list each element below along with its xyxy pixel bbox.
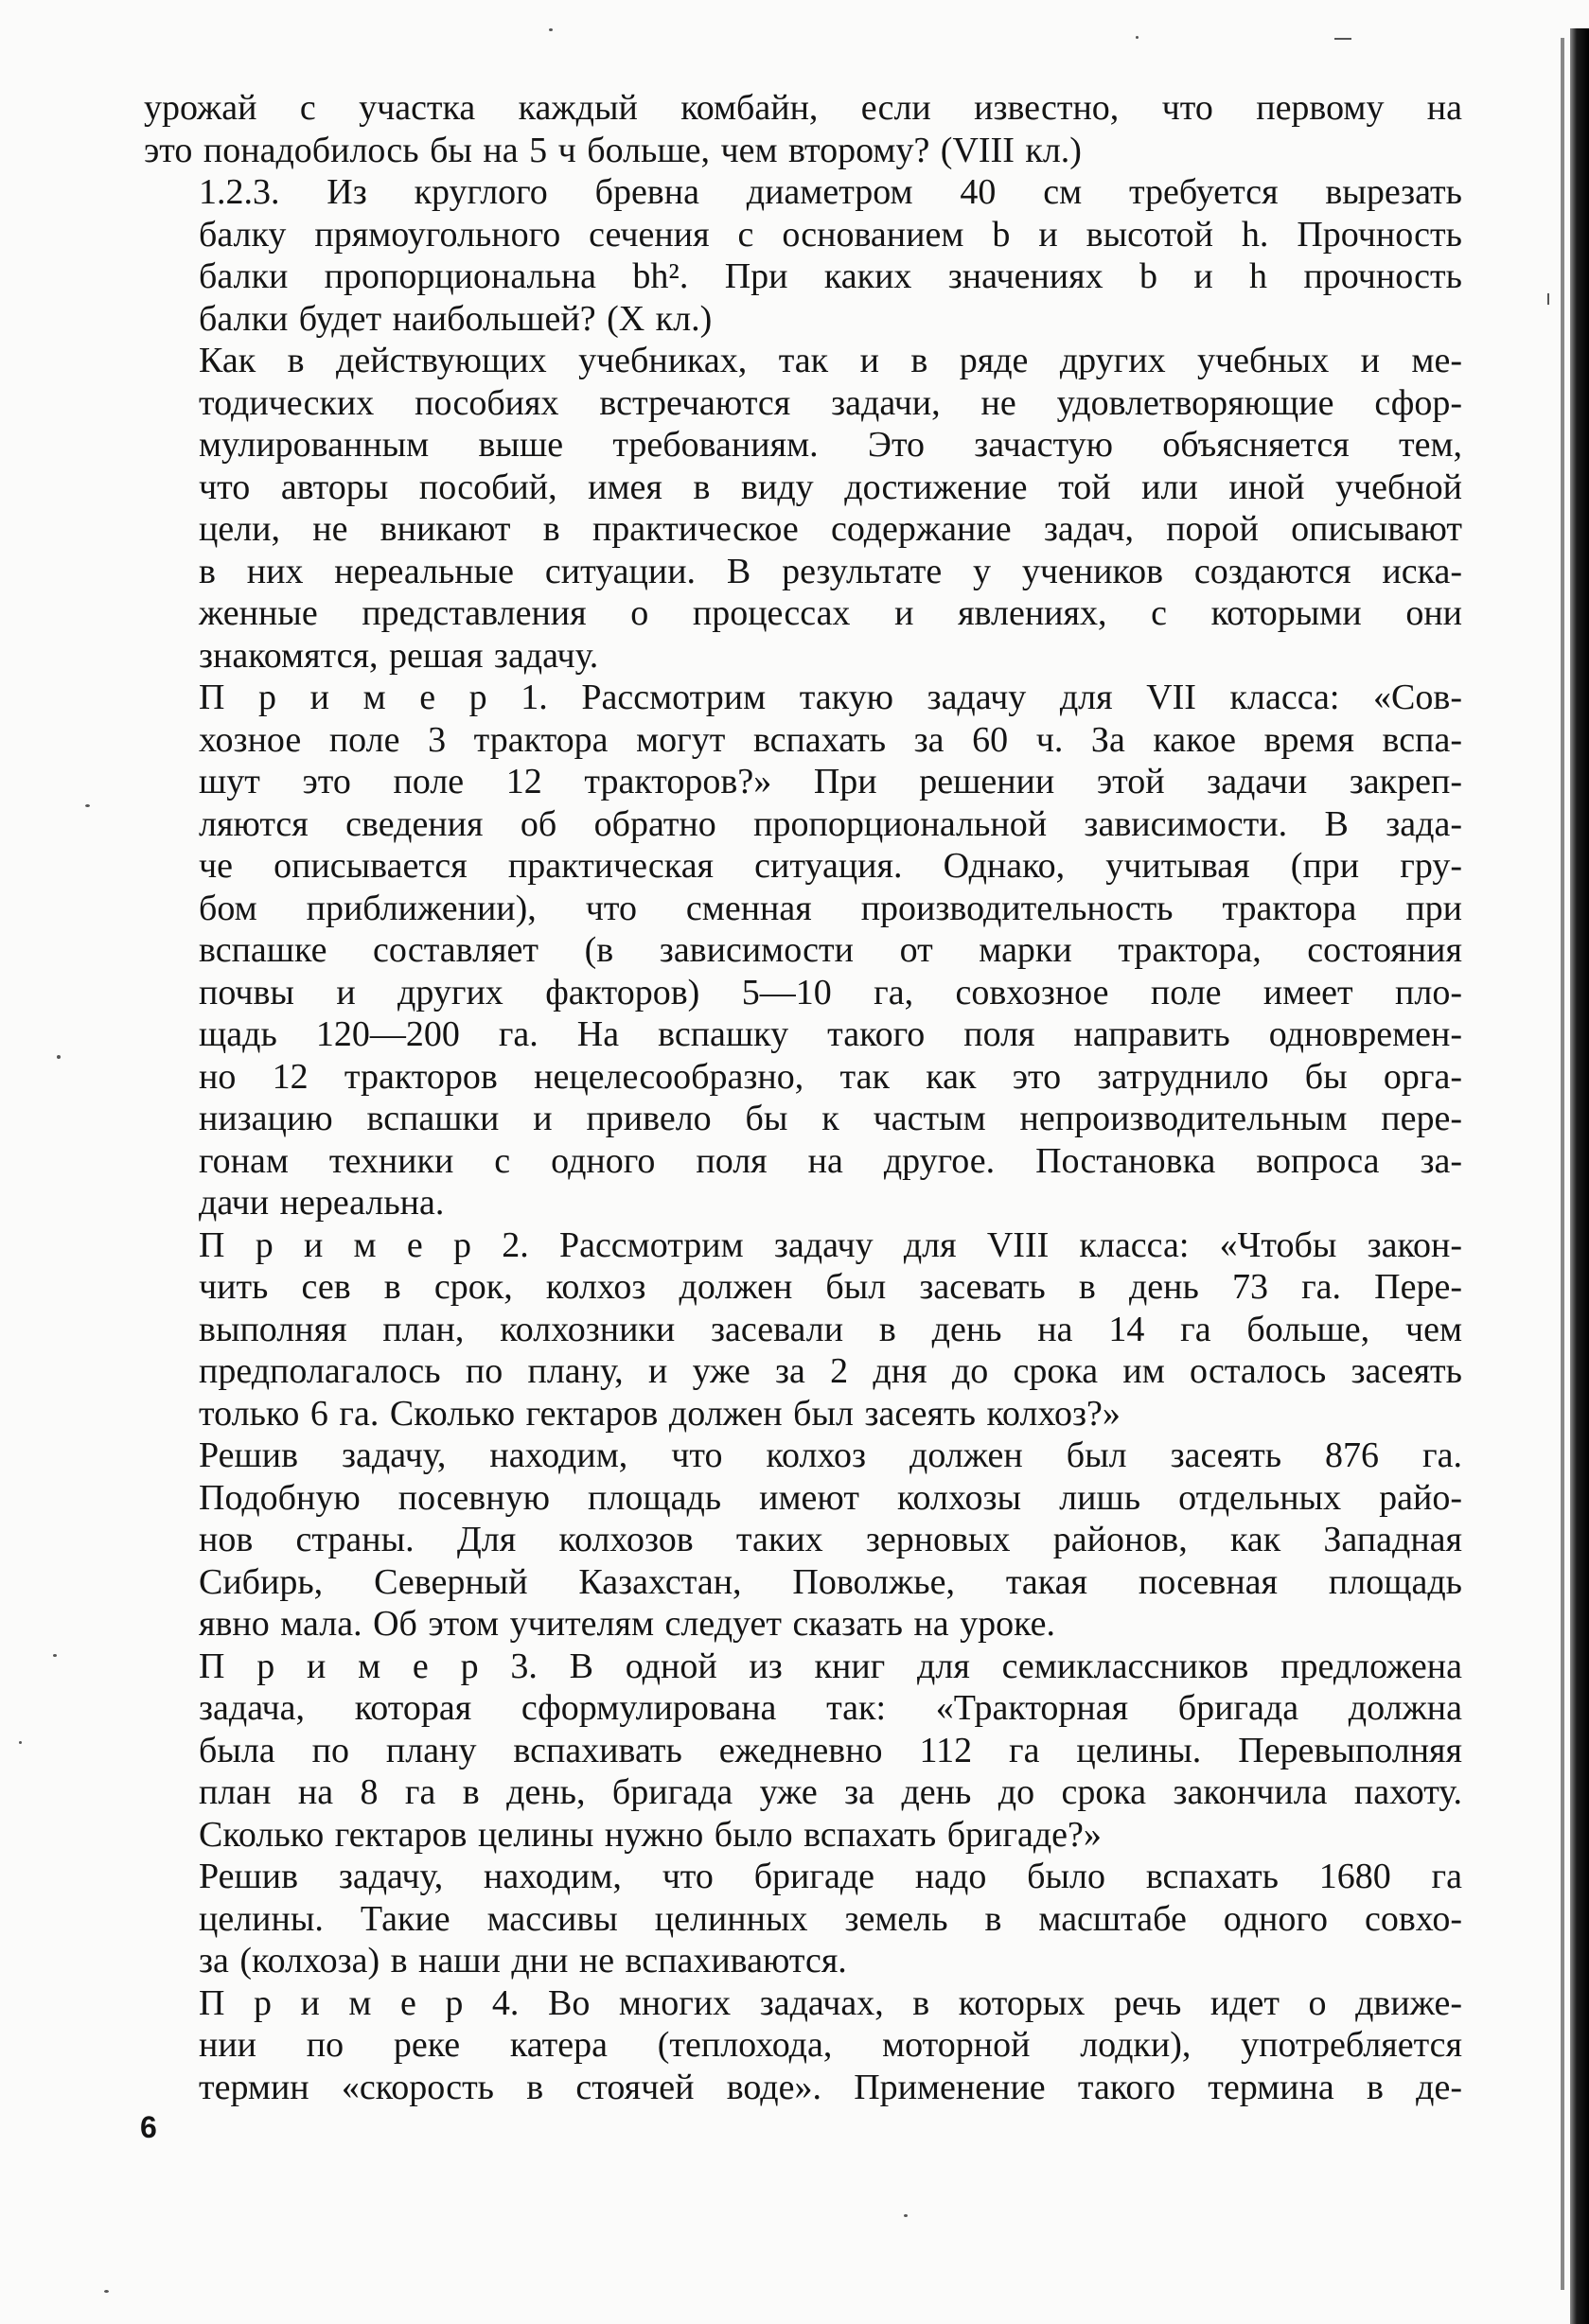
text-line: хозное поле 3 трактора могут вспахать за 60 ч. За какое время вспа- bbox=[199, 719, 1462, 760]
text-line: бом приближении), что сменная производительность трактора при bbox=[199, 888, 1462, 928]
text-line: знакомятся, решая задачу. bbox=[199, 635, 599, 676]
body-text bbox=[144, 87, 1462, 2108]
text-line: нии по реке катера (теплохода, моторной лодки), употребляется bbox=[199, 2025, 1462, 2065]
text-line: че описывается практическая ситуация. Однако, учитывая (при гру- bbox=[199, 846, 1462, 886]
paragraph-example-3 bbox=[144, 1646, 1462, 1857]
text-line: П р и м е р 2. Рассмотрим задачу для VIII класса: «Чтобы закон- bbox=[199, 1224, 1462, 1265]
paragraph-example-2-solution bbox=[144, 1435, 1462, 1646]
scan-speck bbox=[104, 2290, 109, 2293]
paragraph-problem-1-2-3 bbox=[144, 171, 1462, 340]
text-line: П р и м е р 4. Во многих задачах, в которых речь идет о движе- bbox=[199, 1982, 1462, 2023]
text-line: но 12 тракторов нецелесообразно, так как это затруднило бы орга- bbox=[199, 1056, 1462, 1097]
text-line: балки будет наибольшей? (X кл.) bbox=[199, 298, 713, 339]
text-line: Подобную посевную площадь имеют колхозы лишь отдельных райо- bbox=[199, 1477, 1462, 1518]
paragraph-textbooks bbox=[144, 340, 1462, 677]
paragraph-example-4 bbox=[144, 1982, 1462, 2109]
text-line: нов страны. Для колхозов таких зерновых районов, как Западная bbox=[199, 1520, 1462, 1559]
scan-speck bbox=[1547, 293, 1549, 305]
paragraph-example-3-solution bbox=[144, 1856, 1462, 1982]
text-line: термин «скорость в стоячей воде». Применение такого термина в де- bbox=[199, 2067, 1462, 2107]
text-line: 1.2.3. Из круглого бревна диаметром 40 см требуется вырезать bbox=[199, 172, 1462, 212]
text-line: тодических пособиях встречаются задачи, не удовлетворяющие сфор- bbox=[199, 382, 1462, 423]
text-line: что авторы пособий, имея в виду достижение той или иной учебной bbox=[199, 467, 1462, 507]
text-line: Как в действующих учебниках, так и в ряде других учебных и ме- bbox=[199, 341, 1462, 380]
text-line: ляются сведения об обратно пропорциональной зависимости. В зада- bbox=[199, 803, 1462, 844]
scan-speck bbox=[904, 2214, 908, 2217]
text-line: женные представления о процессах и явлениях, с которыми они bbox=[199, 593, 1462, 633]
text-line: предполагалось по плану, и уже за 2 дня до срока им осталось засеять bbox=[199, 1351, 1462, 1391]
text-line: урожай с участка каждый комбайн, если известно, что первому на bbox=[144, 88, 1462, 128]
scan-speck bbox=[1136, 36, 1139, 39]
text-line: явно мала. Об этом учителям следует сказать на уроке. bbox=[199, 1604, 1056, 1644]
text-line: П р и м е р 1. Рассмотрим такую задачу для VII класса: «Сов- bbox=[199, 678, 1462, 717]
text-line: выполняя план, колхозники засевали в день на 14 га больше, чем bbox=[199, 1309, 1462, 1349]
scan-speck bbox=[19, 1741, 22, 1744]
scan-speck bbox=[549, 28, 553, 31]
text-line: только 6 га. Сколько гектаров должен был засеять колхоз?» bbox=[199, 1393, 1121, 1434]
text-line: балку прямоугольного сечения с основанием b и высотой h. Прочность bbox=[199, 214, 1462, 255]
scan-speck bbox=[57, 1055, 61, 1059]
text-line: цели, не вникают в практическое содержание задач, порой описывают bbox=[199, 509, 1462, 549]
text-line: гонам техники с одного поля на другое. Постановка вопроса за- bbox=[199, 1140, 1462, 1181]
text-line: Решив задачу, находим, что бригаде надо было вспахать 1680 га bbox=[199, 1857, 1462, 1896]
text-line: Решив задачу, находим, что колхоз должен был засеять 876 га. bbox=[199, 1435, 1462, 1475]
text-line: шут это поле 12 тракторов?» При решении этой задачи закреп- bbox=[199, 762, 1462, 801]
text-line: задача, которая сформулирована так: «Тракторная бригада должна bbox=[199, 1688, 1462, 1728]
text-line: мулированным выше требованиям. Это зачастую объясняется тем, bbox=[199, 425, 1462, 465]
paragraph-example-2 bbox=[144, 1224, 1462, 1435]
text-line: Сибирь, Северный Казахстан, Поволжье, такая посевная площадь bbox=[199, 1561, 1462, 1602]
scan-speck bbox=[1334, 38, 1351, 40]
text-line: вспашке составляет (в зависимости от марки трактора, состояния bbox=[199, 930, 1462, 970]
text-line: в них нереальные ситуации. В результате у учеников создаются иска- bbox=[199, 551, 1462, 591]
paragraph-example-1 bbox=[144, 677, 1462, 1224]
text-line: это понадобилось бы на 5 ч больше, чем второму? (VIII кл.) bbox=[144, 130, 1082, 170]
text-line: план на 8 га в день, бригада уже за день до срока закончила пахоту. bbox=[199, 1772, 1462, 1812]
text-line: чить сев в срок, колхоз должен был засевать в день 73 га. Пере- bbox=[199, 1267, 1462, 1307]
text-line: Сколько гектаров целины нужно было вспахать бригаде?» bbox=[199, 1814, 1102, 1855]
scan-speck bbox=[53, 1654, 57, 1657]
text-line: целины. Такие массивы целинных земель в масштабе одного совхо- bbox=[199, 1898, 1462, 1939]
text-line: низацию вспашки и привело бы к частым непроизводительным пере- bbox=[199, 1099, 1462, 1138]
text-line: балки пропорциональна bh². При каких значениях b и h прочность bbox=[199, 256, 1462, 296]
page-number: 6 bbox=[140, 2110, 157, 2144]
text-line: за (колхоза) в наши дни не вспахиваются. bbox=[199, 1941, 847, 1981]
text-line: П р и м е р 3. В одной из книг для семиклассников предложена bbox=[199, 1646, 1462, 1686]
text-line: почвы и других факторов) 5—10 га, совхозное поле имеет пло- bbox=[199, 972, 1462, 1012]
text-line: щадь 120—200 га. На вспашку такого поля направить одновремен- bbox=[199, 1014, 1462, 1054]
text-line: дачи нереальна. bbox=[199, 1183, 445, 1223]
page-edge-line bbox=[1561, 38, 1564, 2290]
paragraph-problem-continuation bbox=[144, 87, 1462, 171]
text-line: была по плану вспахивать ежедневно 112 га целины. Перевыполняя bbox=[199, 1730, 1462, 1770]
page-edge-shadow bbox=[1570, 28, 1589, 2324]
scan-speck bbox=[85, 804, 90, 807]
